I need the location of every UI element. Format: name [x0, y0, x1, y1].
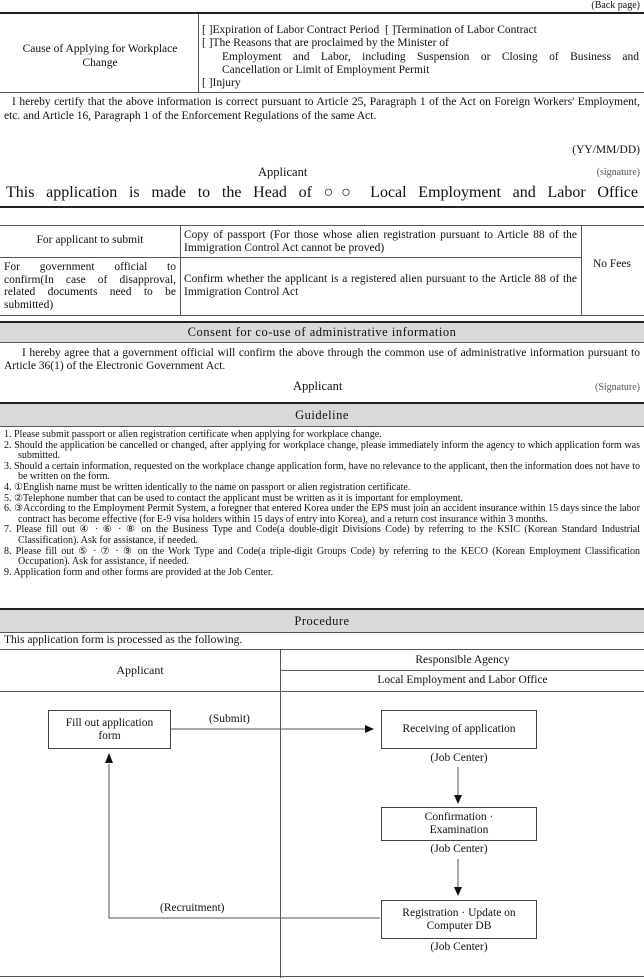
- docs-official-doc: Confirm whether the applicant is a registered alien pursuant to the Article 88 of the Immigration Control Act: [184, 273, 577, 298]
- guideline-item: 9. Application form and other forms are provided at the Job Center.: [4, 566, 274, 578]
- flow-job-center-1: (Job Center): [430, 752, 488, 764]
- arrow-submit: [170, 725, 374, 733]
- flow-registration-text: Registration · Update on Computer DB: [402, 906, 516, 932]
- certify-date: (YY/MM/DD): [572, 144, 640, 156]
- docs-official-label: For government official to confirm(In case of disapproval, related documents need to be submitted): [4, 261, 176, 311]
- cause-option-minister-cont2: Cancellation or Limit of Employment Permit: [222, 63, 430, 76]
- flow-receiving-box: [381, 710, 537, 749]
- certify-applicant: Applicant: [258, 165, 308, 179]
- guideline-item: 6. ③According to the Employment Permit System, a foregner that entered Korea under the EPS must join an accident insurance within 15 days since the labor contract has become effective (for E-9 visa holders within 15 days of entry into Korea), and a return cost insurance within 3 months.: [4, 503, 640, 525]
- cause-label: Cause of Applying for Workplace Change: [22, 43, 178, 69]
- flow-confirmation-text: Confirmation · Examination: [424, 811, 494, 836]
- back-page-label: (Back page): [591, 0, 640, 11]
- guideline-item: 3. Should a certain information, requested on the workplace change application form, have no relevance to the applicant, then the information does not have to be written on the form.: [4, 460, 640, 483]
- procedure-col-agency: Responsible Agency: [415, 654, 510, 666]
- docs-applicant-doc: Copy of passport (For those whose alien registration pursuant to Article 88 of the Immigration Control Act cannot be proved): [184, 229, 577, 254]
- certify-text: I hereby certify that the above information is correct pursuant to Article 25, Paragraph 1 of the Act on Foreign Workers' Employment, etc. and Article 16, Paragraph 1 of the Enforcement Regulations of the same Act.: [4, 96, 640, 122]
- procedure-intro: This application form is processed as the following.: [4, 634, 243, 646]
- guideline-item: 8. Please fill out ⑤ · ⑦ · ⑨ on the Work Type and Code(a triple-digit Groups Code) by referring to the KECO (Korean Employment Classification Occupation). Ask for assistance, if needed.: [4, 545, 640, 568]
- flow-receiving-text: Receiving of application: [402, 723, 516, 735]
- consent-text: I hereby agree that a government official will confirm the above through the common use of administrative information pursuant to Article 36(1) of the Electronic Government Act.: [4, 347, 640, 372]
- guideline-title: Guideline: [0, 404, 644, 426]
- arrow-recruitment: [105, 753, 380, 918]
- consent-signature: (Signature): [595, 382, 640, 393]
- flow-confirmation-box: [381, 807, 537, 841]
- flow-fill-out-box: [48, 710, 171, 749]
- guideline-item: 7. Please fill out ④ · ⑥ · ⑧ on the Business Type and Code(a double-digit Divisions Code) by referring to the KSIC (Korean Standard Industrial Classification). Ask for assistance, if needed.: [4, 524, 640, 546]
- cause-option-minister[interactable]: [ ]The Reasons that are proclaimed by the Minister of: [202, 37, 449, 50]
- guideline-list: [4, 430, 640, 578]
- guideline-item: 5. ②Telephone number that can be used to contact the applicant must be written as it is important for employment.: [4, 492, 463, 504]
- guideline-item: 2. Should the application be cancelled or changed, after applying for workplace change, please immediately inform the agency to which application form was submitted.: [4, 439, 640, 462]
- certify-signature: (signature): [596, 167, 640, 178]
- consent-title: Consent for co-use of administrative information: [0, 323, 644, 342]
- flow-submit-label: (Submit): [209, 713, 250, 725]
- cause-option-expiration[interactable]: [ ]Expiration of Labor Contract Period [ ]Termination of Labor Contract: [202, 24, 537, 36]
- arrow-confirm-to-register: [454, 859, 462, 896]
- docs-fees: No Fees: [592, 258, 631, 270]
- cause-options: [202, 24, 639, 90]
- procedure-title: Procedure: [0, 610, 644, 632]
- certify-head: This application is made to the Head of ○○ Local Employment and Labor Office: [6, 184, 638, 201]
- arrow-receive-to-confirm: [454, 767, 462, 804]
- flow-recruitment-label: (Recruitment): [160, 902, 225, 914]
- guideline-item: 1. Please submit passport or alien registration certificate when applying for workplace change.: [4, 429, 382, 440]
- flow-job-center-3: (Job Center): [430, 941, 488, 953]
- consent-applicant: Applicant: [293, 379, 343, 393]
- flow-job-center-2: (Job Center): [430, 843, 488, 855]
- procedure-col-applicant: Applicant: [116, 663, 164, 677]
- cause-option-injury[interactable]: [ ]Injury: [202, 77, 241, 90]
- guideline-item: 4. ①English name must be written identically to the name on passport or alien registration certificate.: [4, 481, 411, 493]
- cause-option-minister-cont: Employment and Labor, including Suspension or Closing of Business and: [222, 50, 639, 63]
- procedure-col-office: Local Employment and Labor Office: [377, 674, 548, 686]
- flow-fill-out-text: Fill out application form: [65, 716, 154, 742]
- docs-applicant-label: For applicant to submit: [36, 234, 144, 246]
- flow-registration-box: [381, 900, 537, 939]
